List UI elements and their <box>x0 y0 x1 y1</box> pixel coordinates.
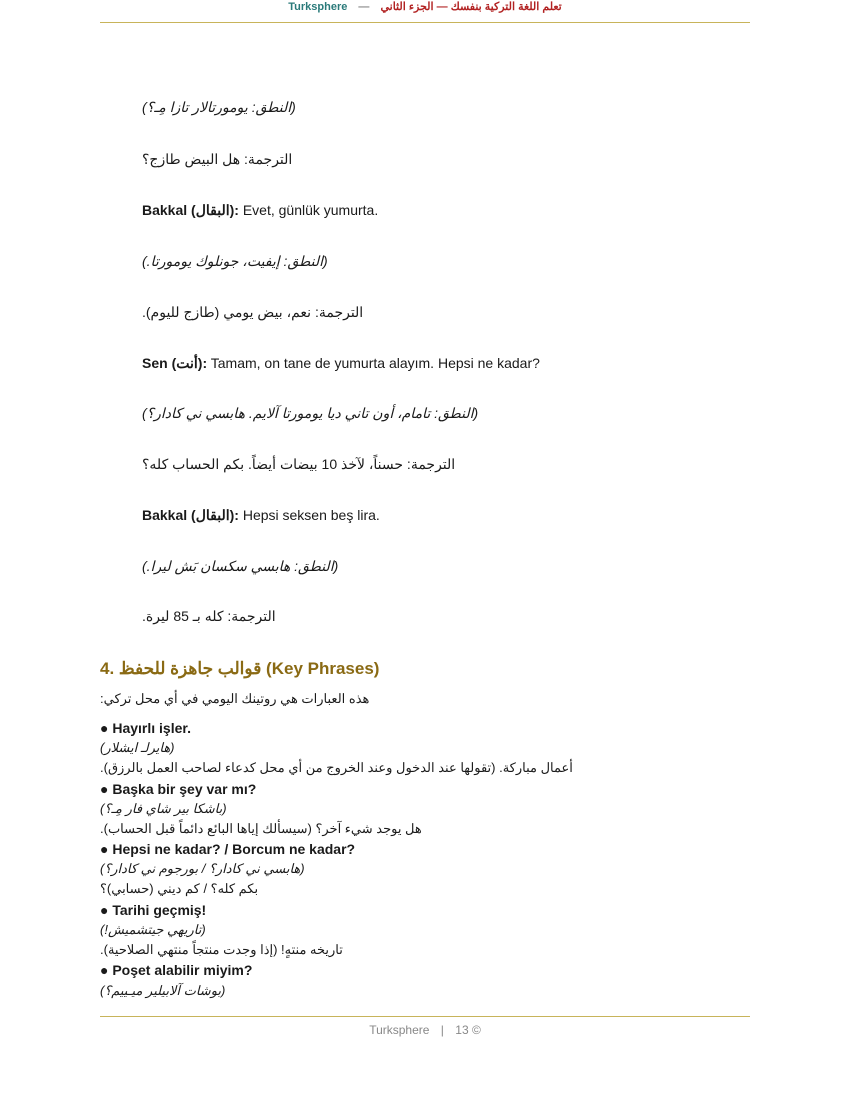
phrase-meaning: تاريخه منتهٍ! (إذا وجدت منتجاً منتهي الصلاحية). <box>100 942 343 957</box>
dialogue-text: Evet, günlük yumurta. <box>238 202 379 218</box>
speaker-label: Bakkal (البقال): <box>142 507 239 523</box>
phrase-turkish: ● Hayırlı işler. <box>100 720 191 736</box>
phrase-meaning: أعمال مباركة. (تقولها عند الدخول وعند الخروج من أي محل كدعاء لصاحب العمل بالرزق). <box>100 760 573 775</box>
phrase-meaning: بكم كله؟ / كم ديني (حسابي)؟ <box>100 881 259 896</box>
pronunciation-line: (النطق: هابسي سكسان بَش ليرا.) <box>142 558 339 574</box>
phrase-pronunciation: (هايرلـ ايشلار) <box>100 740 175 755</box>
footer-separator: | <box>440 1023 444 1037</box>
dialogue-text: Tamam, on tane de yumurta alayım. Hepsi ne kadar? <box>207 355 540 371</box>
translation-line: الترجمة: حسناً، لآخذ 10 بيضات أيضاً. بكم الحساب كله؟ <box>142 456 456 472</box>
phrase-pronunciation: (باشكا بير شاي فار مِـ؟) <box>100 801 227 816</box>
page-footer <box>100 1016 750 1037</box>
footer-brand: Turksphere <box>369 1023 430 1037</box>
section-intro: هذه العبارات هي روتينك اليومي في أي محل تركي: <box>100 691 370 706</box>
translation-line: الترجمة: كله بـ 85 ليرة. <box>142 608 276 624</box>
speaker-label: Bakkal (البقال): <box>142 202 239 218</box>
phrase-pronunciation: (تاريهي جيتشميش!) <box>100 922 206 937</box>
phrase-turkish: ● Poşet alabilir miyim? <box>100 962 253 978</box>
speaker-label: Sen (أنت): <box>142 355 208 371</box>
section-heading: 4. قوالب جاهزة للحفظ (Key Phrases) <box>100 659 380 678</box>
pronunciation-line: (النطق: تامام، أون تاني ديا يومورتا آلايم. هابسي ني كادار؟) <box>142 405 479 421</box>
dialogue-text: Hepsi seksen beş lira. <box>238 507 380 523</box>
page-number: 13 © <box>455 1023 481 1037</box>
phrase-turkish: ● Hepsi ne kadar? / Borcum ne kadar? <box>100 841 356 857</box>
pronunciation-line: (النطق: يومورتالار تازا مِـ؟) <box>142 99 296 115</box>
phrase-turkish: ● Başka bir şey var mı? <box>100 781 257 797</box>
dialogue-line <box>142 201 378 219</box>
dialogue-line <box>142 506 380 524</box>
header-title: تعلم اللغة التركية بنفسك — الجزء الثاني <box>380 1 562 13</box>
page-header <box>100 0 750 23</box>
translation-line: الترجمة: هل البيض طازج؟ <box>142 151 293 167</box>
phrase-meaning: هل يوجد شيء آخر؟ (سيسألك إياها البائع دائماً قبل الحساب). <box>100 821 422 836</box>
pronunciation-line: (النطق: إيفيت، جونلوك يومورتا.) <box>142 253 328 269</box>
translation-line: الترجمة: نعم، بيض يومي (طازج لليوم). <box>142 304 364 320</box>
dialogue-line <box>142 354 540 372</box>
header-brand: Turksphere <box>288 1 348 13</box>
phrase-turkish: ● Tarihi geçmiş! <box>100 902 207 918</box>
phrase-pronunciation: (هابسي ني كادار؟ / بورجوم ني كادار؟) <box>100 861 305 876</box>
phrase-pronunciation: (بوشات آلابيلير ميـييم؟) <box>100 983 226 998</box>
header-separator: — <box>358 1 370 13</box>
